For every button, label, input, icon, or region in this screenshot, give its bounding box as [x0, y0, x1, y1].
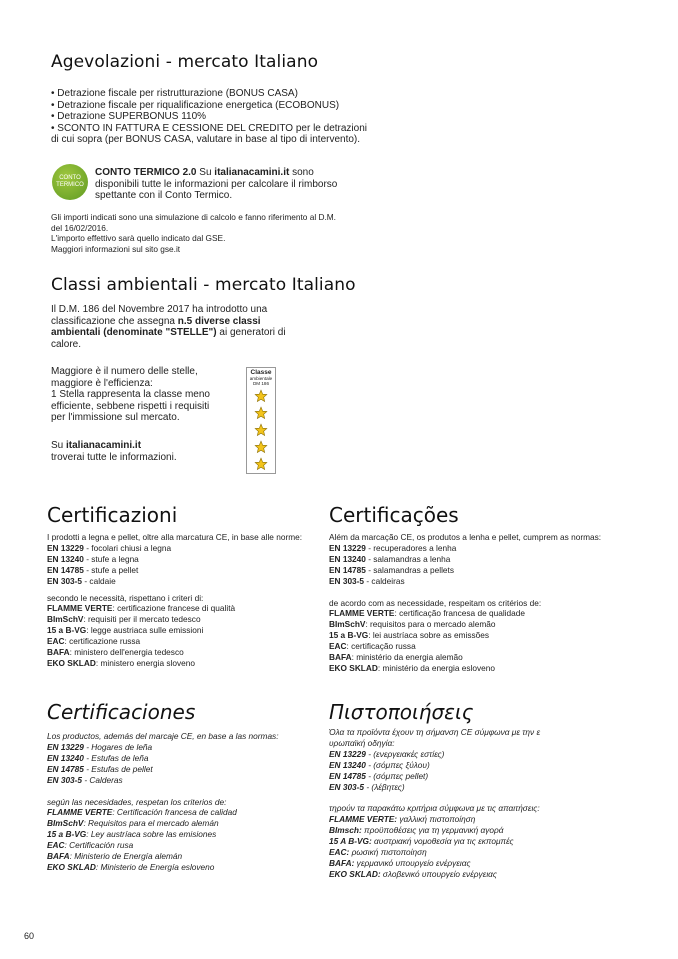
cert-pt-body [329, 532, 601, 674]
star-icon [254, 457, 268, 471]
star-icon [254, 440, 268, 454]
criteria-code: EAC [47, 840, 65, 851]
criteria-row [329, 630, 601, 641]
criteria-code: EAC: [329, 847, 350, 858]
norm-desc: - Estufas de leña [83, 752, 149, 763]
criteria-desc: : ministero energia sloveno [95, 657, 196, 668]
text: calore. [51, 338, 82, 350]
criteria-row [47, 862, 279, 873]
criteria-row [329, 836, 540, 847]
text: spettante con il Conto Termico. [95, 190, 233, 201]
text: υρωπαϊκή οδηγία: [329, 737, 395, 748]
criteria-row [47, 818, 279, 829]
stars-list [247, 389, 275, 471]
criteria-row [47, 658, 302, 669]
cert-pt-title: Certificações [329, 503, 459, 527]
norm-code: EN 13240 [329, 759, 366, 770]
criteria-code: BImSchV [47, 614, 84, 625]
criteria-desc: : ministério da energia alemão [351, 652, 463, 663]
criteria-desc: : certificação francesa de qualidade [394, 608, 525, 619]
norm-row [329, 543, 601, 554]
list-item: • Detrazione fiscale per ristrutturazione (BONUS CASA) [51, 88, 298, 99]
norm-code: EN 13229 [47, 741, 84, 752]
cert-it-body [47, 532, 302, 669]
criteria-code: BAFA [329, 652, 352, 663]
norm-code: EN 14785 [329, 564, 366, 575]
logo-text: CONTO [59, 175, 81, 181]
logo-text: TERMICO [56, 182, 84, 188]
norm-row [329, 782, 540, 793]
criteria-desc: : Ministerio de Energía esloveno [95, 861, 215, 872]
conto-termico-label: CONTO TERMICO 2.0 [95, 167, 197, 178]
criteria-desc: : Requisitos para el mercado alemán [83, 818, 219, 829]
criteria-row [329, 608, 601, 619]
norm-code: EN 14785 [47, 564, 84, 575]
norm-desc: - salamandras a lenha [365, 553, 451, 564]
conto-termico-text [95, 167, 337, 202]
criteria-desc: : Ley austríaca sobre las emisiones [86, 829, 217, 840]
norm-row [47, 554, 302, 565]
criteria-row [47, 603, 302, 614]
site-link[interactable]: italianacamini.it [66, 440, 142, 451]
criteria-row [329, 652, 601, 663]
criteria-desc: : ministero dell'energia tedesco [69, 647, 184, 658]
note-line: Gli importi indicati sono una simulazione di calcolo e fanno riferimento al D.M. [51, 212, 336, 222]
norm-row [47, 543, 302, 554]
criteria-row [329, 641, 601, 652]
list-item: • SCONTO IN FATTURA E CESSIONE DEL CREDITO per le detrazioni [51, 122, 367, 134]
text: troverai tutte le informazioni. [51, 451, 177, 463]
criteria-row [47, 840, 279, 851]
criteria-row [47, 647, 302, 658]
text: 1 Stella rappresenta la classe meno [51, 389, 210, 400]
star-icon [254, 406, 268, 420]
norm-desc: - recuperadores a lenha [365, 542, 457, 553]
criteria-desc: ρωσική πιστοποίηση [349, 847, 427, 858]
criteria-desc: αυστριακή νομοθεσία για τις εκπομπές [371, 836, 514, 847]
text: Além da marcação CE, os produtos a lenha e pellet, cumprem as normas: [329, 532, 602, 542]
norm-row [329, 760, 540, 771]
box-subtitle: ambientale [249, 376, 273, 381]
norm-desc: - caldaie [82, 575, 116, 586]
text: Los productos, además del marcaje CE, en base a las normas: [47, 731, 279, 741]
norm-desc: - salamandras a pellets [365, 564, 454, 575]
star-icon [254, 423, 268, 437]
text: sono [289, 167, 314, 178]
cert-gr-body [329, 727, 540, 880]
criteria-desc: γαλλική πιστοποίηση [397, 814, 476, 825]
criteria-code: EAC [329, 641, 347, 652]
norm-code: EN 303-5 [47, 774, 83, 785]
criteria-desc: : certificação russa [346, 641, 416, 652]
criteria-code: EAC [47, 636, 65, 647]
norm-row [47, 576, 302, 587]
norm-code: EN 13240 [329, 553, 366, 564]
criteria-row [47, 829, 279, 840]
criteria-code: BAFA [47, 647, 70, 658]
criteria-desc: : Certificación francesa de calidad [112, 807, 237, 818]
norm-code: EN 13240 [47, 553, 84, 564]
classi-intro [51, 304, 286, 350]
note-line: L'importo effettivo sarà quello indicato dal GSE. [51, 233, 226, 243]
criteria-code: FLAMME VERTE [47, 603, 113, 614]
cert-gr-title: Πιστοποιήσεις [329, 700, 474, 724]
norm-desc: - (ενεργειακές εστίες) [365, 748, 445, 759]
text: ai generatori di [216, 327, 286, 338]
criteria-code: FLAMME VERTE [329, 608, 395, 619]
text: τηρούν τα παρακάτω κριτήρια σύμφωνα με τις απαιτήσεις: [329, 803, 540, 814]
text: ambientali (denominate "STELLE") [51, 327, 217, 338]
criteria-code: 15 A B-VG: [329, 836, 372, 847]
norm-code: EN 303-5 [329, 575, 365, 586]
norm-code: EN 13240 [47, 752, 84, 763]
criteria-row [47, 851, 279, 862]
norm-desc: - (σόμπες pellet) [365, 770, 429, 781]
criteria-desc: γερμανικό υπουργείο ενέργειας [354, 857, 471, 868]
text: de acordo com as necessidade, respeitam os critérios de: [329, 597, 542, 608]
list-item: di cui sopra (per BONUS CASA, valutare in base al tipo di intervento). [51, 134, 361, 145]
norm-desc: - caldeiras [364, 575, 405, 586]
norm-desc: - (λέβητες) [364, 781, 405, 792]
cert-it-title: Certificazioni [47, 503, 178, 527]
criteria-code: EKO SKLAD [47, 861, 96, 872]
norm-code: EN 303-5 [329, 781, 365, 792]
criteria-code: 15 a B-VG [47, 829, 87, 840]
norm-row [47, 764, 279, 775]
stars-classification-box [246, 367, 276, 474]
text: n.5 diverse classi [177, 315, 261, 327]
list-item: • Detrazione SUPERBONUS 110% [51, 111, 207, 122]
criteria-row [47, 807, 279, 818]
norm-code: EN 13229 [329, 748, 366, 759]
box-title: Classe [250, 369, 272, 376]
text: disponibili tutte le informazioni per calcolare il rimborso [95, 178, 338, 190]
norm-code: EN 14785 [47, 763, 84, 774]
text: classificazione che assegna [51, 315, 178, 327]
note-line: del 16/02/2016. [51, 222, 109, 233]
norm-code: EN 14785 [329, 770, 366, 781]
criteria-code: EKO SKLAD [47, 657, 96, 668]
note-line: Maggiori informazioni sul sito gse.it [51, 243, 181, 254]
criteria-desc: : requisitos para o mercado alemão [365, 619, 496, 630]
box-subtitle: DM 186 [252, 381, 270, 386]
norm-row [329, 771, 540, 782]
criteria-desc: : certificazione russa [64, 636, 141, 647]
norm-row [47, 565, 302, 576]
criteria-row [329, 869, 540, 880]
criteria-desc: : certificazione francese di qualità [112, 603, 236, 614]
criteria-code: BImSchV [329, 619, 366, 630]
star-icon [254, 389, 268, 403]
text: Il D.M. 186 del Novembre 2017 ha introdotto una [51, 304, 268, 315]
criteria-row [47, 625, 302, 636]
norm-desc: - (σόμπες ξύλου) [365, 759, 430, 770]
criteria-code: BAFA: [329, 857, 355, 868]
criteria-row [329, 814, 540, 825]
norm-desc: - stufe a legna [83, 553, 139, 564]
norm-code: EN 303-5 [47, 575, 83, 586]
list-item: • Detrazione fiscale per riqualificazione energetica (ECOBONUS) [51, 99, 340, 111]
text: Su [196, 167, 215, 178]
criteria-row [329, 825, 540, 836]
criteria-row [329, 663, 601, 674]
criteria-code: 15 a B-VG [329, 630, 369, 641]
norm-code: EN 13229 [329, 542, 366, 553]
norm-desc: - focolari chiusi a legna [83, 542, 172, 553]
agevolazioni-list [51, 88, 367, 146]
text: secondo le necessità, rispettano i criteri di: [47, 592, 204, 603]
criteria-code: EKO SKLAD: [329, 868, 381, 879]
criteria-desc: σλοβενικό υπουργείο ενέργειας [380, 868, 497, 879]
criteria-code: BImsch: [329, 825, 362, 836]
norm-row [329, 565, 601, 576]
agevolazioni-title: Agevolazioni - mercato Italiano [51, 52, 319, 72]
text: Maggiore è il numero delle stelle, [51, 366, 198, 377]
criteria-desc: : ministério da energia esloveno [377, 662, 496, 673]
agevolazioni-note [51, 212, 336, 254]
text: efficiente, sebbene rispetti i requisiti [51, 400, 210, 412]
page-number: 60 [24, 931, 35, 941]
criteria-row [47, 636, 302, 647]
criteria-code: FLAMME VERTE: [329, 814, 398, 825]
cert-es-body [47, 731, 279, 873]
classi-explain [51, 366, 210, 424]
norm-desc: - Calderas [82, 774, 123, 785]
classi-title: Classi ambientali - mercato Italiano [51, 275, 356, 295]
norm-row [47, 742, 279, 753]
norm-row [47, 775, 279, 786]
text: Όλα τα προϊόντα έχουν τη σήμανση CE σύμφωνα με την ε [329, 727, 541, 737]
text: Su [51, 440, 67, 451]
text: maggiore è l'efficienza: [51, 377, 153, 389]
norm-desc: - Estufas de pellet [83, 763, 153, 774]
criteria-code: BAFA [47, 851, 70, 862]
norm-row [329, 576, 601, 587]
criteria-desc: : lei austríaca sobre as emissões [368, 630, 490, 641]
conto-termico-logo [52, 164, 88, 200]
criteria-code: BImSchV [47, 818, 84, 829]
criteria-desc: : legge austriaca sulle emissioni [86, 625, 204, 636]
text: per l'immissione sul mercato. [51, 412, 180, 423]
classi-more [51, 440, 177, 463]
norm-row [329, 749, 540, 760]
criteria-desc: : requisiti per il mercato tedesco [83, 614, 201, 625]
criteria-code: 15 a B-VG [47, 625, 87, 636]
site-link[interactable]: italianacamini.it [214, 167, 290, 178]
norm-code: EN 13229 [47, 542, 84, 553]
criteria-row [329, 619, 601, 630]
criteria-code: FLAMME VERTE [47, 807, 113, 818]
norm-row [329, 554, 601, 565]
criteria-row [47, 614, 302, 625]
criteria-desc: : Certificación rusa [64, 840, 134, 851]
text: según las necesidades, respetan los criterios de: [47, 796, 227, 807]
criteria-desc: : Ministerio de Energía alemán [69, 851, 183, 862]
criteria-desc: προϋποθέσεις για τη γερμανική αγορά [361, 825, 504, 836]
criteria-row [329, 847, 540, 858]
norm-row [47, 753, 279, 764]
criteria-row [329, 858, 540, 869]
text: I prodotti a legna e pellet, oltre alla marcatura CE, in base alle norme: [47, 532, 303, 542]
cert-es-title: Certificaciones [47, 700, 196, 724]
norm-desc: - stufe a pellet [83, 564, 139, 575]
criteria-code: EKO SKLAD [329, 662, 378, 673]
norm-desc: - Hogares de leña [83, 741, 153, 752]
